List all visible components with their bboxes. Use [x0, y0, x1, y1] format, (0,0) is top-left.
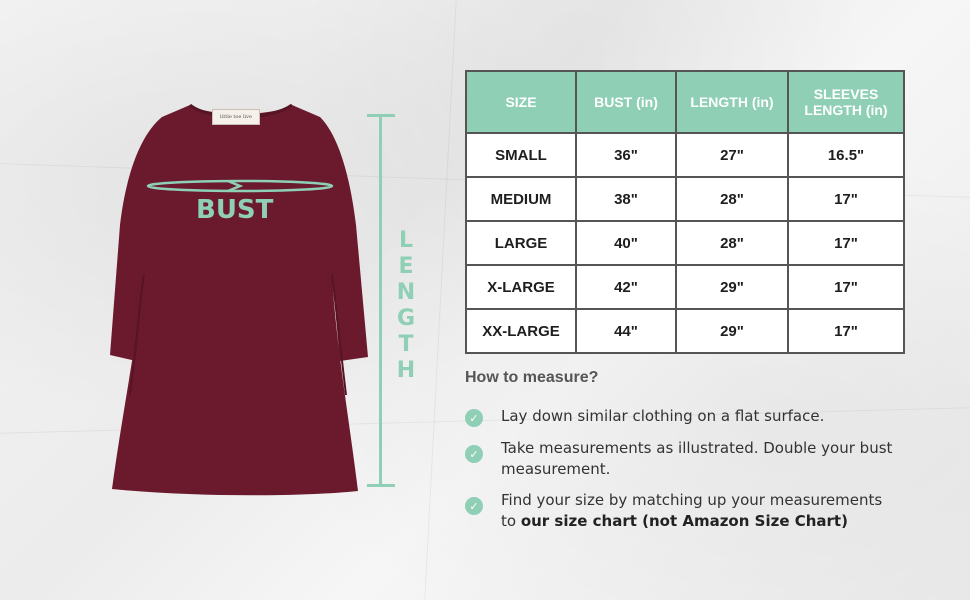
header-sleeves-length: SLEEVES LENGTH (in): [788, 71, 904, 133]
bust-label: BUST: [196, 195, 274, 225]
check-circle-icon: ✓: [465, 497, 483, 515]
bust-cell: 40": [576, 221, 676, 265]
paper-crease: [424, 0, 456, 599]
step-text: Take measurements as illustrated. Double your bust measurement.: [501, 439, 893, 478]
sleeves-cell: 16.5": [788, 133, 904, 177]
shirt-body: [110, 105, 368, 495]
length-letter: T: [398, 332, 414, 357]
sleeves-cell: 17": [788, 177, 904, 221]
size-chart-emphasis: our size chart (not Amazon Size Chart): [520, 512, 848, 530]
step-text-plain: Find your size by matching up your measurements to: [501, 491, 883, 530]
length-cell: 29": [676, 309, 788, 353]
bust-cell: 44": [576, 309, 676, 353]
shirt-image: [110, 95, 375, 500]
check-circle-icon: ✓: [465, 409, 483, 427]
size-chart-table: [465, 70, 905, 354]
how-to-measure-title: How to measure?: [465, 369, 599, 386]
table-row: [466, 221, 904, 265]
length-cell: 29": [676, 265, 788, 309]
length-measure-line: [379, 117, 382, 485]
sleeves-cell: 17": [788, 309, 904, 353]
header-size: SIZE: [466, 71, 576, 133]
size-cell: MEDIUM: [466, 177, 576, 221]
length-letter: E: [398, 254, 414, 279]
length-cell: 28": [676, 221, 788, 265]
length-letter: H: [396, 358, 416, 383]
length-cell: 27": [676, 133, 788, 177]
step-text: Lay down similar clothing on a flat surface.: [501, 407, 825, 425]
bust-cell: 38": [576, 177, 676, 221]
bust-cell: 36": [576, 133, 676, 177]
table-row: [466, 265, 904, 309]
sleeves-cell: 17": [788, 265, 904, 309]
measure-step-1: [465, 406, 905, 430]
size-cell: X-LARGE: [466, 265, 576, 309]
length-cell: 28": [676, 177, 788, 221]
table-row: [466, 309, 904, 353]
check-circle-icon: ✓: [465, 445, 483, 463]
size-cell: SMALL: [466, 133, 576, 177]
table-row: [466, 177, 904, 221]
size-cell: XX-LARGE: [466, 309, 576, 353]
measure-step-2: [465, 438, 905, 482]
length-cap-bottom: [367, 484, 395, 487]
step-text: [501, 490, 901, 532]
size-cell: LARGE: [466, 221, 576, 265]
measure-step-3: [465, 490, 905, 534]
table-header-row: [466, 71, 904, 133]
length-label: [394, 228, 418, 384]
length-letter: G: [396, 306, 416, 331]
header-length: LENGTH (in): [676, 71, 788, 133]
length-cap-top: [367, 114, 395, 117]
bust-cell: 42": [576, 265, 676, 309]
shirt-illustration: [110, 95, 375, 500]
length-letter: L: [398, 228, 414, 253]
sleeves-cell: 17": [788, 221, 904, 265]
header-bust: BUST (in): [576, 71, 676, 133]
table-row: [466, 133, 904, 177]
length-letter: N: [396, 280, 416, 305]
shirt-label-tag: little toe live: [212, 109, 260, 125]
